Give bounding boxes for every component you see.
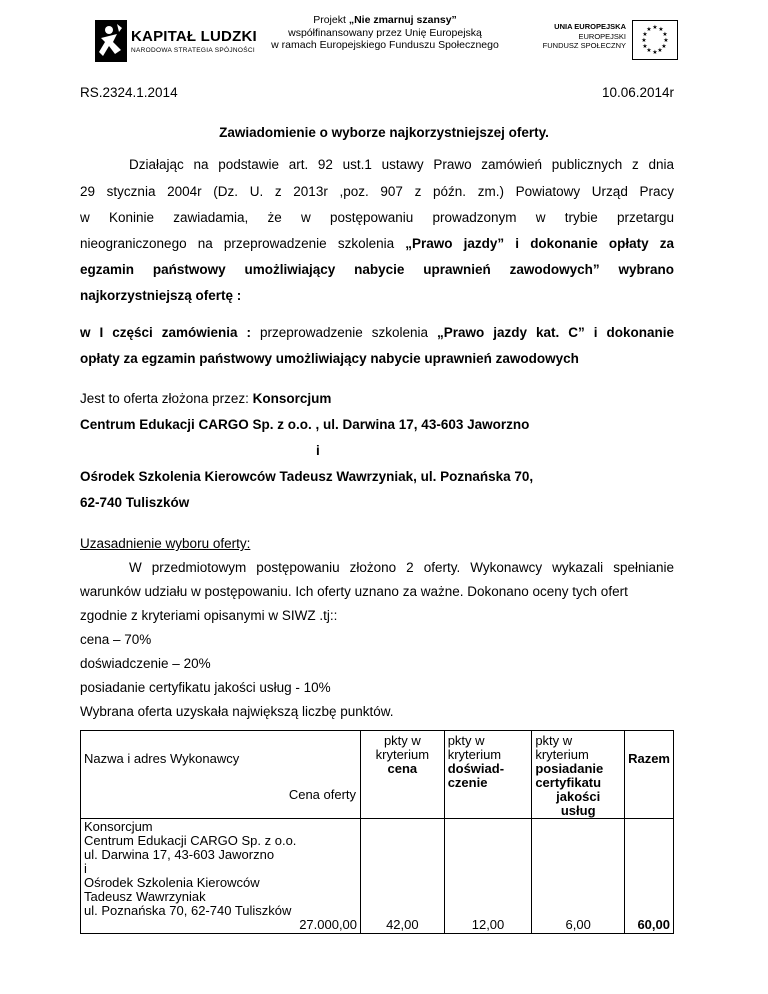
svg-text:★: ★ (642, 43, 648, 50)
kapital-ludzki-logo (95, 20, 265, 64)
svg-text:★: ★ (661, 43, 667, 50)
header-total: Razem (625, 731, 674, 819)
header-certificate: pkty w kryterium posiadanie certyfikatu jakości usług (532, 731, 625, 819)
criterion-price: cena – 70% (80, 632, 152, 647)
document-title: Zawiadomienie o wyborze najkorzystniejszej oferty. (219, 125, 549, 140)
table-header-row (81, 731, 674, 819)
eu-logo-text (512, 22, 626, 51)
eu-flag-icon (632, 20, 678, 60)
justification-line-3: zgodnie z kryteriami opisanymi w SIWZ .tj:: (80, 608, 338, 623)
results-table (80, 730, 674, 934)
result-statement: Wybrana oferta uzyskała największą liczbę punktów. (80, 704, 394, 719)
table-row (81, 819, 674, 934)
header-experience: pkty w kryterium doświad- czenie (444, 731, 532, 819)
svg-text:★: ★ (641, 37, 647, 44)
header-price: Cena oferty (288, 787, 357, 802)
criterion-experience: doświadczenie – 20% (80, 656, 211, 671)
header-name-price (81, 731, 361, 819)
kapital-ludzki-emblem-icon (95, 20, 127, 62)
intro-line-6: najkorzystniejszą ofertę : (80, 288, 242, 303)
row-cena: 42,00 (361, 819, 445, 934)
project-prefix: Projekt (313, 14, 349, 26)
offer-and: i (316, 443, 320, 458)
svg-text:★: ★ (642, 31, 648, 38)
project-framework: w ramach Europejskiego Funduszu Społecznego (271, 39, 499, 51)
document-date: 10.06.2014r (601, 85, 674, 100)
svg-text:★: ★ (646, 47, 652, 54)
header-cena: pkty w kryterium cena (361, 731, 445, 819)
offer-member-1: Centrum Edukacji CARGO Sp. z o.o. , ul. Darwina 17, 43-603 Jaworzno (80, 417, 530, 432)
reference-number: RS.2324.1.2014 (80, 85, 178, 100)
svg-text:★: ★ (662, 31, 668, 38)
row-total: 60,00 (625, 819, 674, 934)
svg-text:★: ★ (652, 24, 658, 31)
offer-submitted-by: Jest to oferta złożona przez: Konsorcjum (80, 391, 332, 406)
svg-text:★: ★ (663, 37, 669, 44)
justification-line-1: W przedmiotowym postępowaniu złożono 2 oferty. Wykonawcy wykazali spełnianie (129, 560, 674, 575)
svg-text:★: ★ (652, 49, 658, 56)
justification-heading: Uzasadnienie wyboru oferty: (80, 536, 251, 551)
svg-text:★: ★ (658, 26, 664, 33)
svg-text:★: ★ (646, 26, 652, 33)
project-name: „Nie zmarnuj szansy” (348, 14, 457, 26)
intro-line-1: Działając na podstawie art. 92 ust.1 ustawy Prawo zamówień publicznych z dnia (129, 157, 674, 172)
intro-line-5: egzamin państwowy umożliwiający nabycie uprawnień zawodowych” wybrano (80, 262, 674, 277)
justification-line-2: warunków udziału w postępowaniu. Ich oferty uznano za ważne. Dokonano oceny tych ofert (80, 584, 628, 599)
intro-line-3: w Koninie zawiadamia, że w postępowaniu prowadzonym w trybie przetargu (80, 210, 674, 225)
intro-line-4: nieograniczonego na przeprowadzenie szkolenia „Prawo jazdy” i dokonanie opłaty za (80, 236, 674, 251)
offer-member-2: Ośrodek Szkolenia Kierowców Tadeusz Wawrzyniak, ul. Poznańska 70, (80, 469, 534, 484)
row-contractor: Konsorcjum Centrum Edukacji CARGO Sp. z o.o. ul. Darwina 17, 43-603 Jaworzno i Ośrodek Szkolenia Kierowców Tadeusz Wawrzyniak ul. Poznańska 70, 62-740 Tuliszków 27.000,00 (81, 819, 361, 934)
svg-text:★: ★ (657, 47, 663, 54)
part-line-2: opłaty za egzamin państwowy umożliwiający nabycie uprawnień zawodowych (80, 351, 579, 366)
row-experience: 12,00 (444, 819, 532, 934)
logo-title: KAPITAŁ LUDZKI (131, 28, 257, 45)
header-name: Nazwa i adres Wykonawcy (84, 751, 240, 766)
eu-line3: FUNDUSZ SPOŁECZNY (542, 41, 626, 50)
row-price: 27.000,00 (299, 917, 358, 932)
row-certificate: 6,00 (532, 819, 625, 934)
criterion-certificate: posiadanie certyfikatu jakości usług - 10% (80, 680, 331, 695)
project-cofinanced: współfinansowany przez Unię Europejską (288, 26, 482, 39)
offer-member-2-city: 62-740 Tuliszków (80, 495, 190, 510)
part-line-1: w I części zamówienia : przeprowadzenie szkolenia „Prawo jazdy kat. C” i dokonanie (80, 325, 674, 340)
eu-line1: UNIA EUROPEJSKA (554, 22, 626, 31)
intro-line-2: 29 stycznia 2004r (Dz. U. z 2013r ,poz. 907 z późn. zm.) Powiatowy Urząd Pracy (80, 184, 674, 199)
logo-subtitle: NARODOWA STRATEGIA SPÓJNOŚCI (131, 47, 255, 54)
project-header (260, 14, 510, 52)
eu-line2: EUROPEJSKI (578, 31, 626, 41)
